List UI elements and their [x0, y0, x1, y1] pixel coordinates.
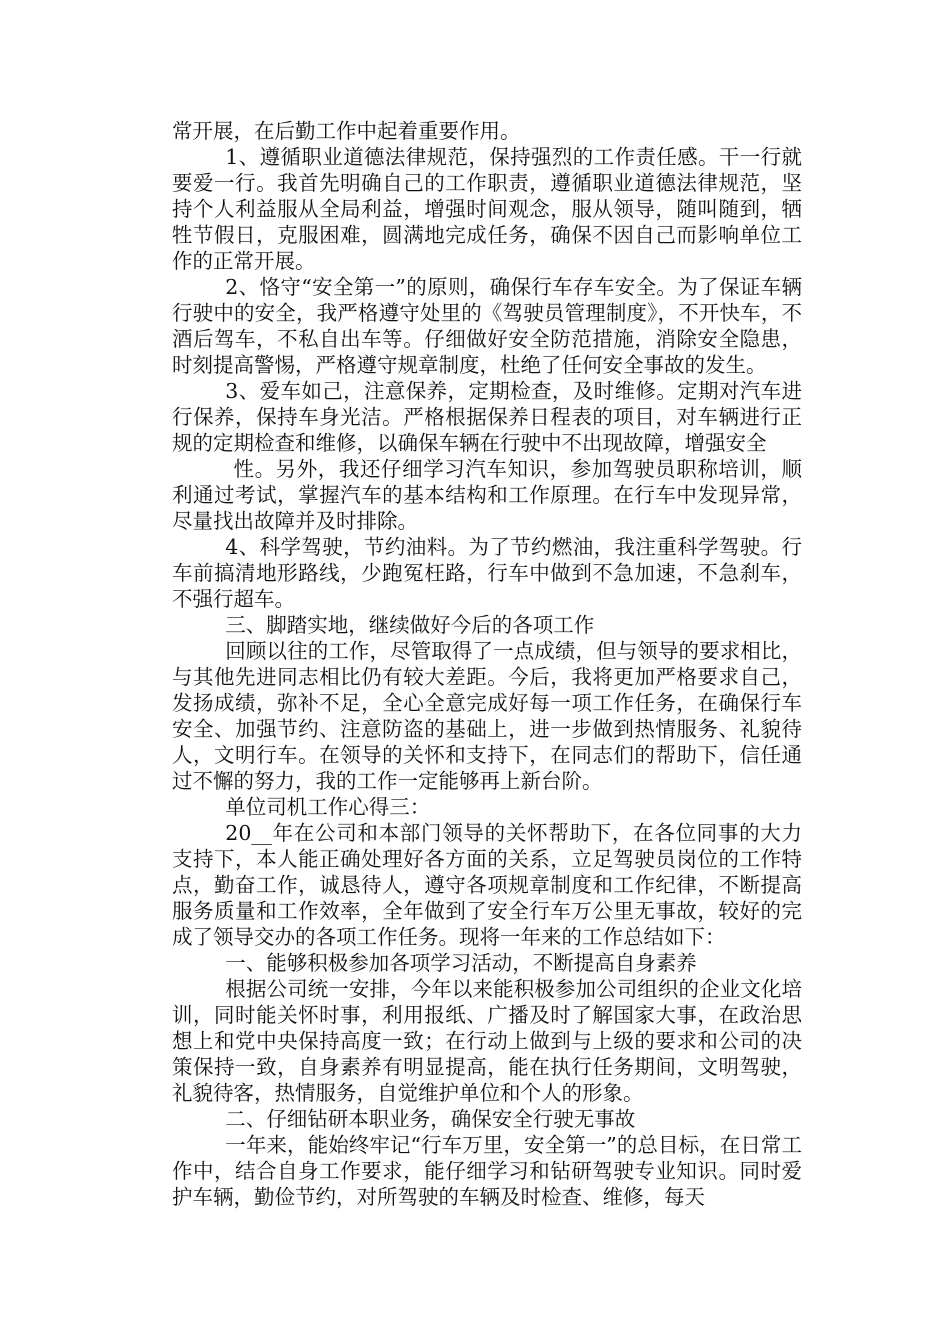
- paragraph-study: 根据公司统一安排，今年以来能积极参加公司组织的企业文化培训，同时能关怀时事，利用报纸、广播及时了解国家大事，在政治思想上和党中央保持高度一致；在行动上做到与上级的要求和公司的决策保持一致，自身素养有明显提高，能在执行任务期间，文明驾驶，礼貌待客，热情服务，自觉维护单位和个人的形象。: [172, 977, 802, 1105]
- section-heading-1: 一、能够积极参加各项学习活动，不断提高自身素养: [225, 951, 697, 975]
- document-body: [172, 118, 802, 1210]
- paragraph-item-2: 2、恪守“安全第一”的原则，确保行车存车安全。为了保证车辆行驶中的安全，我严格遵守处里的《驾驶员管理制度》，不开快车，不酒后驾车，不私自出车等。仔细做好安全防范措施，消除安全隐患，时刻提高警惕，严格遵守规章制度，杜绝了任何安全事故的发生。: [172, 275, 802, 377]
- section-heading-3: 三、脚踏实地，继续做好今后的各项工作: [225, 613, 595, 637]
- paragraph-item-1: 1、遵循职业道德法律规范，保持强烈的工作责任感。干一行就要爱一行。我首先明确自己的工作职责，遵循职业道德法律规范，坚持个人利益服从全局利益，增强时间观念，服从领导，随叫随到，牺牲节假日，克服困难，圆满地完成任务，确保不因自己而影响单位工作的正常开展。: [172, 145, 802, 273]
- subtitle-part-3: 单位司机工作心得三：: [225, 795, 431, 819]
- paragraph-intro: 20__年在公司和本部门领导的关怀帮助下，在各位同事的大力支持下，本人能正确处理好各方面的关系，立足驾驶员岗位的工作特点，勤奋工作，诚恳待人，遵守各项规章制度和工作纪律，不断提高服务质量和工作效率，全年做到了安全行车万公里无事故，较好的完成了领导交办的各项工作任务。现将一年来的工作总结如下：: [172, 821, 802, 949]
- paragraph-continuation: 常开展，在后勤工作中起着重要作用。: [172, 119, 521, 143]
- paragraph-review: 回顾以往的工作，尽管取得了一点成绩，但与领导的要求相比，与其他先进同志相比仍有较大差距。今后，我将更加严格要求自己，发扬成绩，弥补不足，全心全意完成好每一项工作任务，在确保行车安全、加强节约、注意防盗的基础上，进一步做到热情服务、礼貌待人，文明行车。在领导的关怀和支持下，在同志们的帮助下，信任通过不懈的努力，我的工作一定能够再上新台阶。: [172, 639, 802, 793]
- paragraph-item-4: 4、科学驾驶，节约油料。为了节约燃油，我注重科学驾驶。行车前搞清地形路线，少跑冤枉路，行车中做到不急加速，不急刹车，不强行超车。: [172, 535, 802, 611]
- paragraph-item-3: 3、爱车如己，注意保养，定期检查，及时维修。定期对汽车进行保养，保持车身光洁。严格根据保养日程表的项目，对车辆进行正规的定期检查和维修，以确保车辆在行驶中不出现故障，增强安全: [172, 379, 802, 455]
- section-heading-2: 二、仔细钻研本职业务，确保安全行驶无事故: [225, 1107, 636, 1131]
- paragraph-item-3-continued: 性。另外，我还仔细学习汽车知识，参加驾驶员职称培训，顺利通过考试，掌握汽车的基本结构和工作原理。在行车中发现异常，尽量找出故障并及时排除。: [172, 457, 802, 533]
- paragraph-safety: 一年来，能始终牢记“行车万里，安全第一”的总目标，在日常工作中，结合自身工作要求，能仔细学习和钻研驾驶专业知识。同时爱护车辆，勤俭节约，对所驾驶的车辆及时检查、维修，每天: [172, 1133, 802, 1209]
